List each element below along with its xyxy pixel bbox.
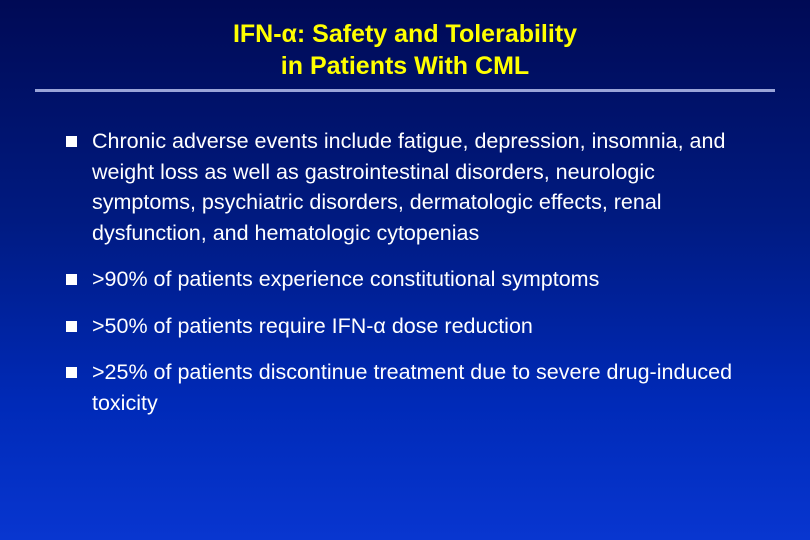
- title-divider: [35, 89, 775, 92]
- slide-title-line-2: in Patients With CML: [280, 52, 530, 80]
- bullet-list: [64, 126, 764, 418]
- square-bullet-icon: [66, 136, 77, 147]
- bullet-text: >50% of patients require IFN-α dose reduction: [92, 313, 533, 338]
- bullet-item: [64, 264, 764, 295]
- bullet-text: Chronic adverse events include fatigue, depression, insomnia, and weight loss as well as gastrointestinal disorders, neurologic symptoms, psychiatric disorders, dermatologic effects, renal dysfunction, and hematologic cytopenias: [92, 129, 726, 245]
- square-bullet-icon: [66, 321, 77, 332]
- bullet-item: [64, 311, 764, 342]
- slide-title-line-1: IFN-α: Safety and Tolerability: [232, 20, 578, 48]
- bullet-item: [64, 126, 764, 248]
- square-bullet-icon: [66, 274, 77, 285]
- bullet-item: [64, 357, 764, 418]
- bullet-text: >25% of patients discontinue treatment due to severe drug-induced toxicity: [92, 360, 733, 415]
- slide-title: [0, 18, 810, 82]
- square-bullet-icon: [66, 367, 77, 378]
- bullet-text: >90% of patients experience constitutional symptoms: [92, 267, 600, 291]
